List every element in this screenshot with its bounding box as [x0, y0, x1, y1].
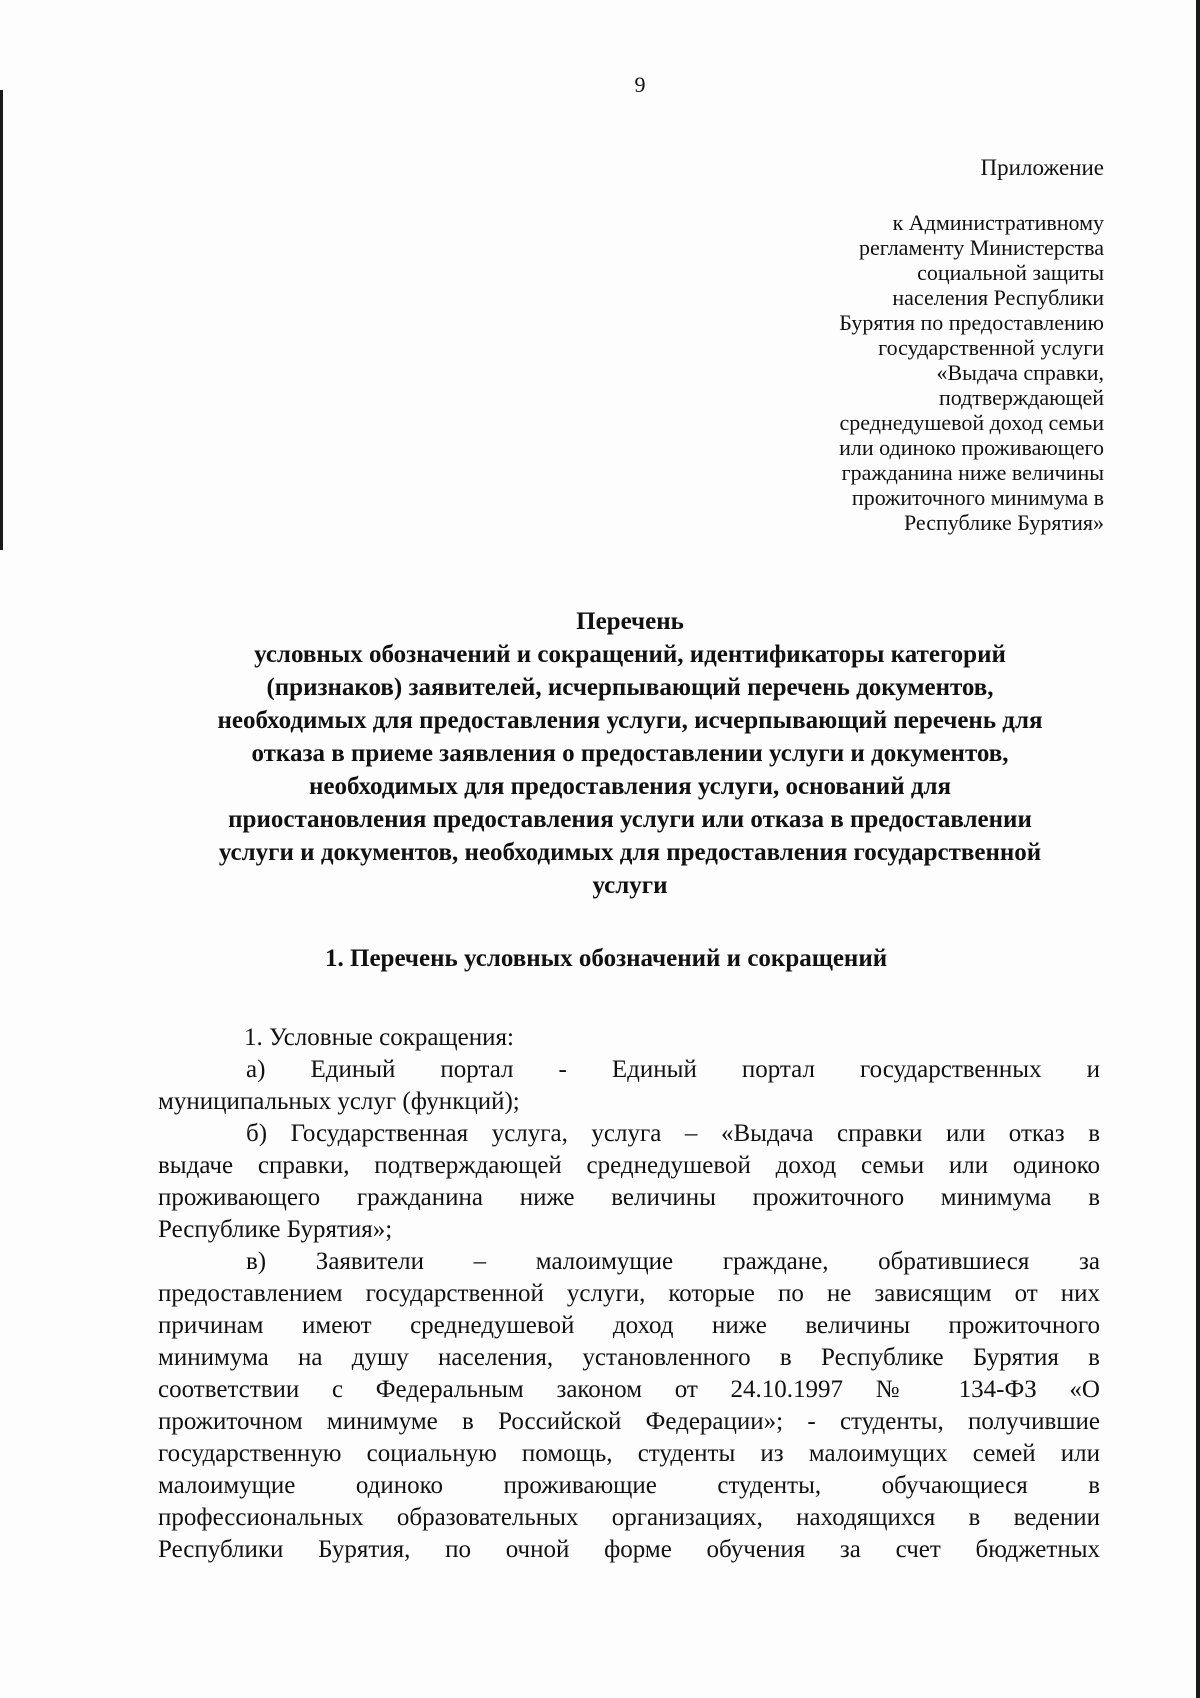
appendix-reference-line: прожиточного минимума в	[851, 485, 1104, 510]
page-number: 9	[634, 72, 646, 97]
body-line: соответствии с Федеральным законом от 24.10.1997 № 134-ФЗ «О	[158, 1376, 1100, 1403]
appendix-reference-line: Республике Бурятия»	[903, 510, 1104, 535]
document-title-line: услуги	[592, 872, 668, 899]
appendix-reference-line: государственной услуги	[878, 335, 1104, 360]
document-title-line: необходимых для предоставления услуги, оснований для	[308, 773, 952, 800]
appendix-reference-line: Бурятия по предоставлению	[839, 310, 1104, 335]
appendix-reference	[764, 210, 1104, 535]
document-title-line: Перечень	[576, 608, 684, 635]
appendix-reference-line: подтверждающей	[938, 385, 1104, 410]
body-line: проживающего гражданина ниже величины прожиточного минимума в	[158, 1184, 1100, 1211]
document-title-line: услуги и документов, необходимых для предоставления государственной	[218, 839, 1042, 866]
body-line: Республики Бурятия, по очной форме обучения за счет бюджетных	[158, 1536, 1100, 1563]
document-title-line: приостановления предоставления услуги или отказа в предоставлении	[228, 806, 1032, 833]
body-line: предоставлением государственной услуги, которые по не зависящим от них	[158, 1280, 1100, 1307]
body-line: б) Государственная услуга, услуга – «Выдача справки или отказ в	[246, 1120, 1100, 1147]
document-title-line: необходимых для предоставления услуги, исчерпывающий перечень для	[217, 707, 1043, 734]
appendix-reference-line: гражданина ниже величины	[841, 460, 1104, 485]
body-line: малоимущие одиноко проживающие студенты, обучающиеся в	[158, 1472, 1100, 1499]
appendix-reference-line: к Административному	[892, 210, 1104, 235]
appendix-label: Приложение	[980, 155, 1104, 180]
body-line: 1. Условные сокращения:	[244, 1024, 514, 1051]
appendix-reference-line: регламенту Министерства	[859, 235, 1104, 260]
body-text	[158, 1022, 1100, 1566]
document-title-line: условных обозначений и сокращений, идентификаторы категорий	[254, 641, 1006, 668]
appendix-reference-line: населения Республики	[892, 285, 1104, 310]
document-title-line: (признаков) заявителей, исчерпывающий перечень документов,	[266, 674, 994, 701]
body-line: выдаче справки, подтверждающей среднедушевой доход семьи или одиноко	[158, 1152, 1100, 1179]
body-line: муниципальных услуг (функций);	[158, 1088, 520, 1115]
body-line: прожиточном минимуме в Российской Федерации»; - студенты, получившие	[158, 1408, 1100, 1435]
scan-edge-left	[0, 90, 3, 550]
body-line: а) Единый портал - Единый портал государственных и	[246, 1056, 1100, 1083]
appendix-reference-line: или одиноко проживающего	[839, 435, 1104, 460]
body-line: профессиональных образовательных организациях, находящихся в ведении	[158, 1504, 1100, 1531]
document-title	[150, 605, 1110, 902]
body-line: причинам имеют среднедушевой доход ниже величины прожиточного	[158, 1312, 1100, 1339]
appendix-reference-line: «Выдача справки,	[936, 360, 1104, 385]
body-line: Республике Бурятия»;	[158, 1216, 393, 1243]
appendix-reference-line: социальной защиты	[917, 260, 1104, 285]
scan-edge-right	[1196, 0, 1200, 1698]
appendix-reference-line: среднедушевой доход семьи	[839, 410, 1104, 435]
body-line: минимума на душу населения, установленного в Республике Бурятия в	[158, 1344, 1100, 1371]
document-title-line: отказа в приеме заявления о предоставлении услуги и документов,	[251, 740, 1009, 767]
body-line: государственную социальную помощь, студенты из малоимущих семей или	[158, 1440, 1100, 1467]
body-line: в) Заявители – малоимущие граждане, обратившиеся за	[246, 1248, 1100, 1275]
section-heading: 1. Перечень условных обозначений и сокращений	[325, 945, 888, 972]
